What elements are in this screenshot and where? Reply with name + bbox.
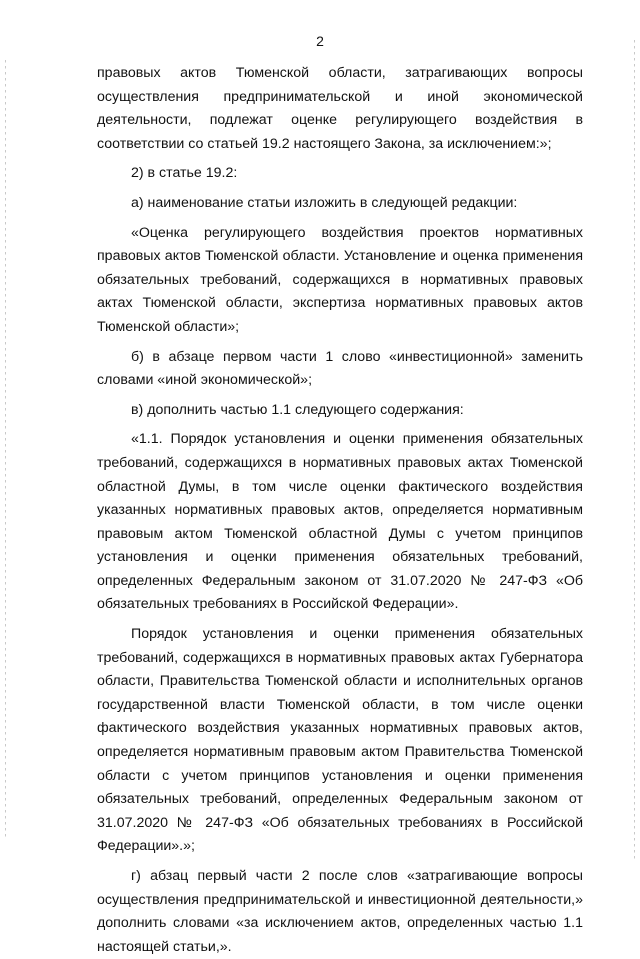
paragraph-item-2: 2) в статье 19.2:: [131, 165, 238, 182]
paragraph-item-g: г) абзац первый части 2 после слов «затрагивающие вопросы осуществления предпринимательской и инвестиционной деятельности,» дополнить словами «за исключением актов, определенных частью 1.1 настоящей статьи,».: [97, 868, 583, 955]
paragraph-part-1-1: «1.1. Порядок установления и оценки применения обязательных требований, содержащихся в нормативных правовых актах Тюменской областной Думы, в том числе оценки фактического воздействия указанных нормативных правовых актов, определяется нормативным правовым актом Тюменской областной Думы с учетом принципов установления и оценки применения обязательных требований, определенных Федеральным законом от 31.07.2020 № 247-ФЗ «Об обязательных требованиях в Российской Федерации».: [97, 431, 583, 613]
page-number: 2: [316, 33, 324, 49]
scan-edge-left: [5, 60, 6, 840]
scan-edge-right: [634, 40, 635, 860]
paragraph-continuation: правовых актов Тюменской области, затрагивающих вопросы осуществления предпринимательской и иной экономической деятельности, подлежат оценке регулирующего воздействия в соответствии со статьей 19.2 настоящего Закона, за исключением:»;: [97, 65, 583, 152]
paragraph-item-b: б) в абзаце первом части 1 слово «инвестиционной» заменить словами «иной экономической»;: [97, 348, 583, 389]
paragraph-item-v: в) дополнить частью 1.1 следующего содержания:: [131, 401, 464, 418]
document-body: [97, 62, 583, 959]
paragraph-procedure: Порядок установления и оценки применения обязательных требований, содержащихся в нормативных правовых актах Губернатора области, Правительства Тюменской области и исполнительных органов государственной власти Тюменской области, в том числе оценки фактического воздействия указанных нормативных правовых актов, определяется нормативным правовым актом Правительства Тюменской области с учетом принципов установления и оценки применения обязательных требований, определенных Федеральным законом от 31.07.2020 № 247-ФЗ «Об обязательных требованиях в Российской Федерации».»;: [97, 626, 583, 855]
paragraph-article-title: «Оценка регулирующего воздействия проектов нормативных правовых актов Тюменской области. Установление и оценка применения обязательных требований, содержащихся в нормативных правовых актах Тюменской области, экспертиза нормативных правовых актов Тюменской области»;: [97, 224, 583, 335]
paragraph-item-a: а) наименование статьи изложить в следующей редакции:: [131, 194, 518, 211]
